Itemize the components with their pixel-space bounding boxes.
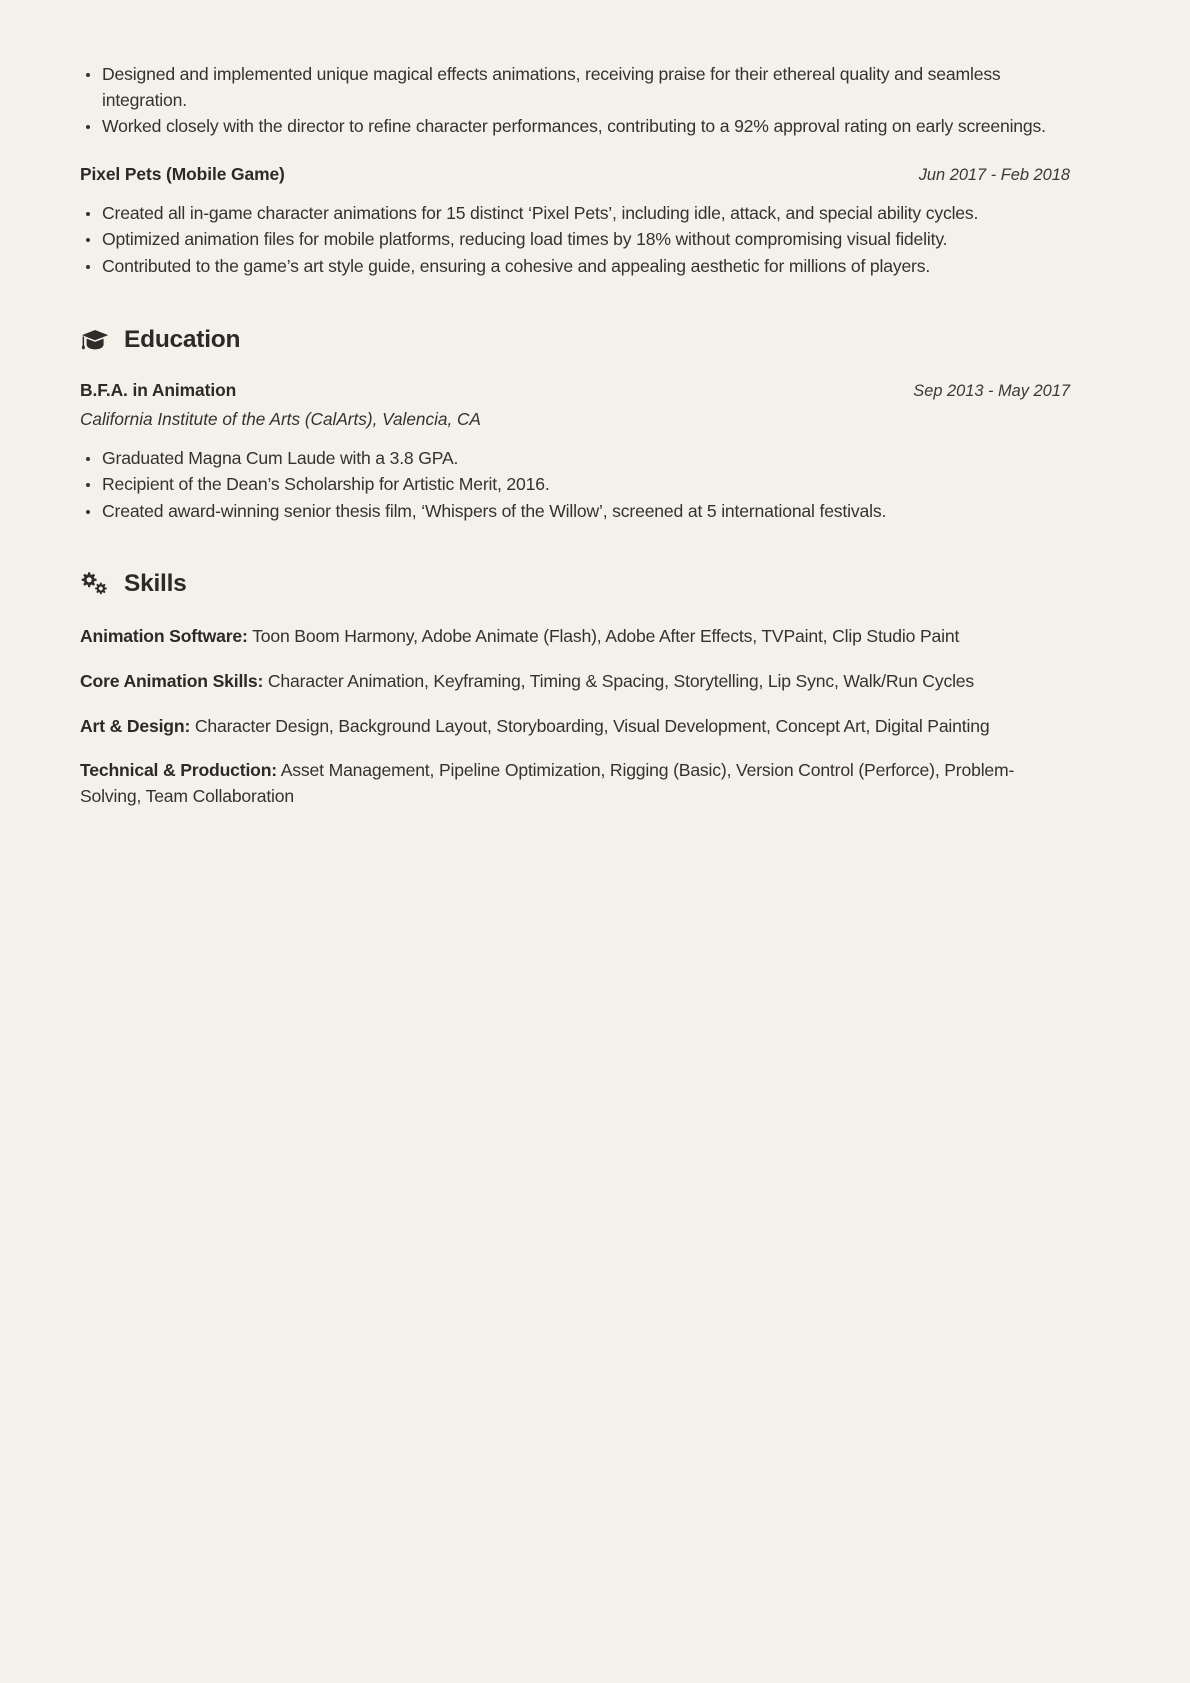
experience-entry-title: Pixel Pets (Mobile Game)	[80, 163, 285, 184]
skill-label: Animation Software:	[80, 626, 248, 647]
skill-label: Art & Design:	[80, 715, 191, 736]
skills-section-heading	[80, 570, 1072, 598]
gears-icon	[80, 570, 110, 598]
skill-value: Character Animation, Keyframing, Timing & Spacing, Storytelling, Lip Sync, Walk/Run Cycles	[267, 670, 975, 691]
education-section-heading	[80, 326, 1072, 354]
skill-row	[80, 714, 1072, 740]
skill-row	[80, 758, 1072, 809]
list-item: Created all in-game character animations for 15 distinct ‘Pixel Pets’, including idle, attack, and special ability cycles.	[80, 201, 1072, 227]
skill-row	[80, 669, 1072, 695]
education-date: Sep 2013 - May 2017	[913, 381, 1070, 400]
skill-label: Core Animation Skills:	[80, 670, 264, 691]
experience-entry-header	[80, 164, 1072, 185]
experience-bullet-list	[80, 201, 1072, 280]
education-entry-header	[80, 380, 1072, 401]
experience-entry-date: Jun 2017 - Feb 2018	[918, 165, 1070, 184]
education-institution: California Institute of the Arts (CalArts), Valencia, CA	[80, 408, 481, 429]
list-item: Graduated Magna Cum Laude with a 3.8 GPA.	[80, 446, 1072, 472]
list-item: Recipient of the Dean’s Scholarship for Artistic Merit, 2016.	[80, 472, 1072, 498]
list-item: Optimized animation files for mobile platforms, reducing load times by 18% without compromising visual fidelity.	[80, 227, 1072, 253]
education-bullet-list	[80, 446, 1072, 525]
education-section-title: Education	[124, 325, 241, 353]
skills-section-title: Skills	[124, 570, 187, 598]
list-item: Created award-winning senior thesis film, ‘Whispers of the Willow’, screened at 5 international festivals.	[80, 499, 1072, 525]
continued-experience-bullet-list	[80, 62, 1072, 140]
list-item: Contributed to the game’s art style guide, ensuring a cohesive and appealing aesthetic for millions of players.	[80, 254, 1072, 280]
education-degree: B.F.A. in Animation	[80, 379, 237, 400]
skill-row	[80, 624, 1072, 650]
graduation-cap-icon	[80, 326, 110, 354]
skill-value: Asset Management, Pipeline Optimization, Rigging (Basic), Version Control (Perforce), Problem-Solving, Team Collaboration	[80, 760, 1015, 806]
list-item: Designed and implemented unique magical effects animations, receiving praise for their ethereal quality and seamless integration.	[80, 62, 1072, 113]
skill-value: Character Design, Background Layout, Storyboarding, Visual Development, Concept Art, Digital Painting	[194, 715, 990, 736]
list-item: Worked closely with the director to refine character performances, contributing to a 92% approval rating on early screenings.	[80, 114, 1072, 140]
skill-value: Toon Boom Harmony, Adobe Animate (Flash), Adobe After Effects, TVPaint, Clip Studio Paint	[252, 626, 960, 647]
skill-label: Technical & Production:	[80, 760, 277, 781]
